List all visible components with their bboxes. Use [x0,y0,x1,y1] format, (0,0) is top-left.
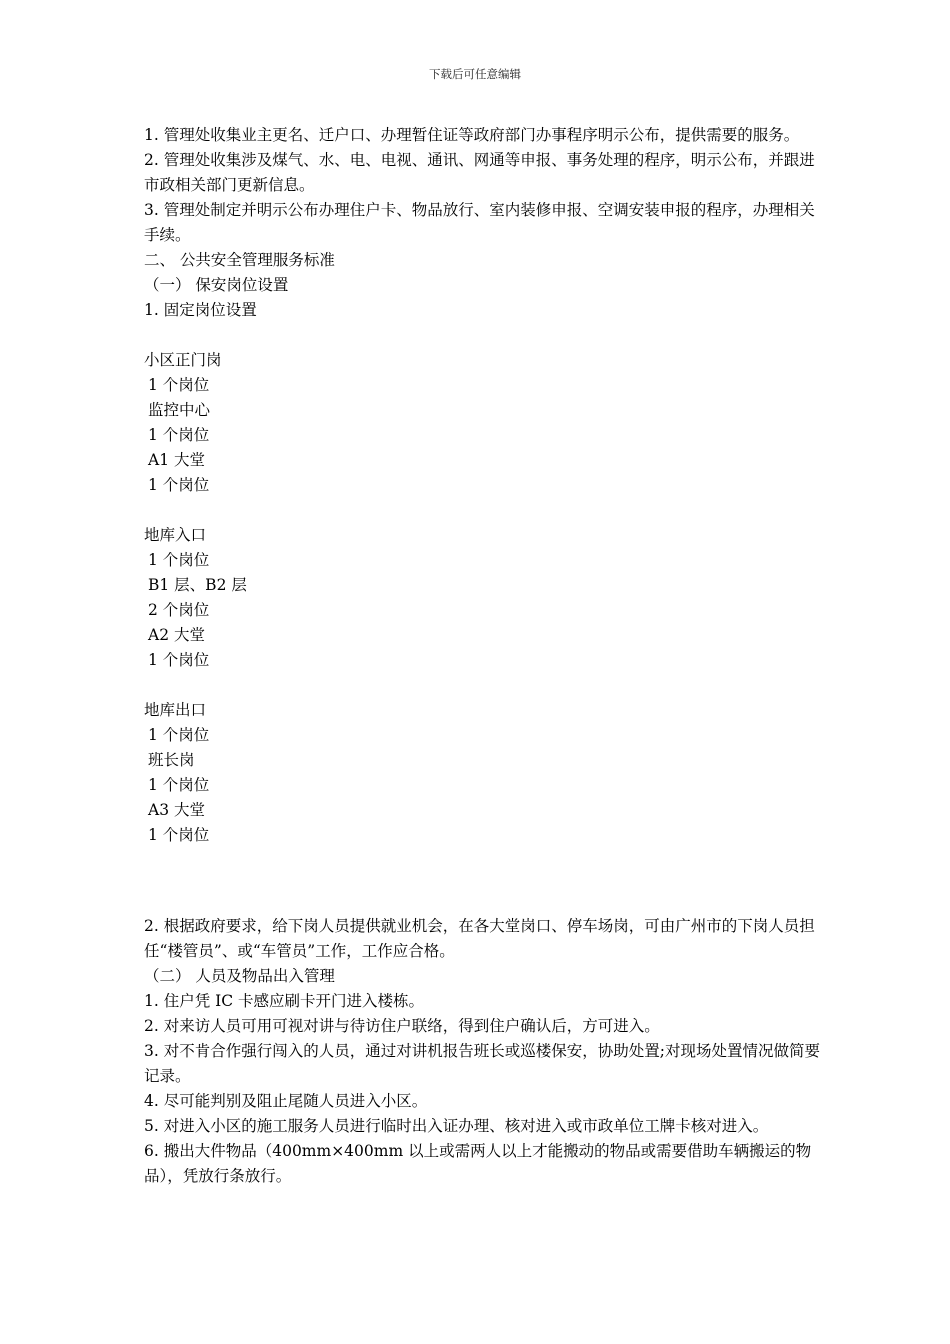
post-count: 1 个岗位 [148,426,210,444]
list-item: 2. 对来访人员可用可视对讲与待访住户联络，得到住户确认后，方可进入。 [144,1017,660,1035]
post-location: 小区正门岗 [144,351,222,369]
subsection-heading: （一） 保安岗位设置 [144,276,289,294]
post-group-1 [144,348,824,498]
list-item: 4. 尽可能判别及阻止尾随人员进入小区。 [144,1092,428,1110]
post-location: A3 大堂 [148,801,205,819]
post-count: 2 个岗位 [148,601,210,619]
post-location: 班长岗 [148,751,195,769]
post-count: 1 个岗位 [148,776,210,794]
paragraph: 2. 根据政府要求，给下岗人员提供就业机会，在各大堂岗口、停车场岗，可由广州市的下岗人员担任“楼管员”、或“车管员”工作，工作应合格。 [144,917,815,960]
post-count: 1 个岗位 [148,476,210,494]
list-item: 3. 对不肯合作强行闯入的人员，通过对讲机报告班长或巡楼保安，协助处置;对现场处置情况做简要记录。 [144,1042,820,1085]
page-header: 下载后可任意编辑 [429,67,521,81]
post-location: A2 大堂 [148,626,205,644]
paragraph: 1. 管理处收集业主更名、迁户口、办理暂住证等政府部门办事程序明示公布，提供需要的服务。 [144,126,800,144]
paragraph: 3. 管理处制定并明示公布办理住户卡、物品放行、室内装修申报、空调安装申报的程序，办理相关手续。 [144,201,815,244]
post-count: 1 个岗位 [148,651,210,669]
list-item: 1. 住户凭 IC 卡感应刷卡开门进入楼栋。 [144,992,425,1010]
post-count: 1 个岗位 [148,551,210,569]
post-group-2 [144,523,824,673]
paragraph: 2. 管理处收集涉及煤气、水、电、电视、通讯、网通等申报、事务处理的程序，明示公布，并跟进市政相关部门更新信息。 [144,151,815,194]
section-heading: 二、 公共安全管理服务标准 [144,251,335,269]
post-location: 地库出口 [144,701,207,719]
subsection-heading: （二） 人员及物品出入管理 [144,967,335,985]
post-group-3 [144,698,824,848]
list-item: 6. 搬出大件物品（400mm×400mm 以上或需两人以上才能搬动的物品或需要借助车辆搬运的物品），凭放行条放行。 [144,1142,812,1185]
post-location: B1 层、B2 层 [148,576,247,594]
post-count: 1 个岗位 [148,726,210,744]
post-location: 监控中心 [148,401,211,419]
post-count: 1 个岗位 [148,376,210,394]
list-item: 5. 对进入小区的施工服务人员进行临时出入证办理、核对进入或市政单位工牌卡核对进入。 [144,1117,769,1135]
post-count: 1 个岗位 [148,826,210,844]
list-heading: 1. 固定岗位设置 [144,301,257,319]
document-body [144,123,824,1189]
post-location: 地库入口 [144,526,207,544]
post-location: A1 大堂 [148,451,205,469]
